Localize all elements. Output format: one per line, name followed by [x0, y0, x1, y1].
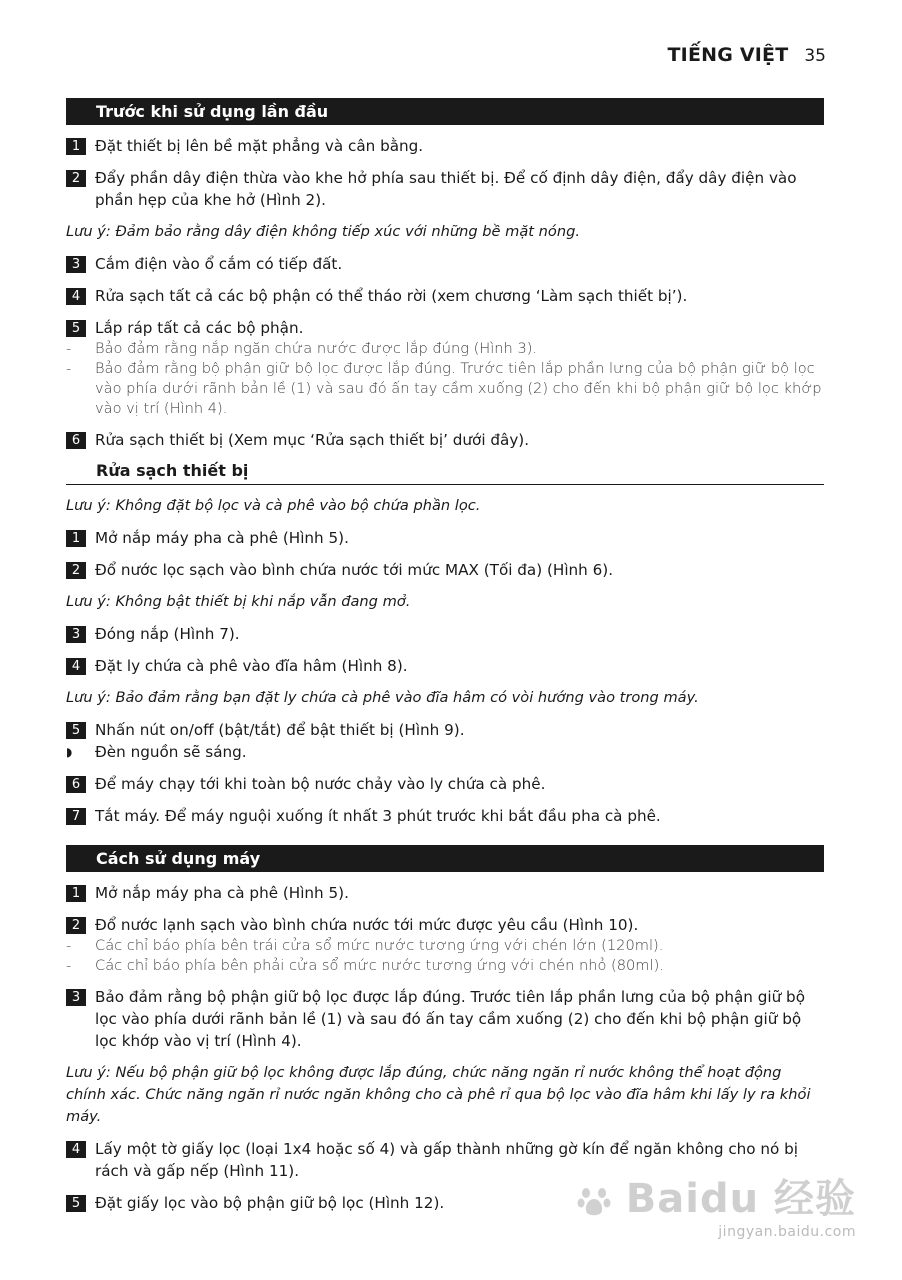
step-1	[66, 882, 824, 904]
step-3	[66, 253, 824, 275]
step-number: 6	[66, 776, 86, 793]
watermark-logo-text: Baidu 经验	[625, 1176, 856, 1222]
baidu-watermark	[577, 1167, 856, 1240]
note: Lưu ý: Không đặt bộ lọc và cà phê vào bộ chứa phần lọc.	[66, 497, 481, 514]
sub-item-text: Các chỉ báo phía bên trái cửa sổ mức nước tương ứng với chén lớn (120ml).	[95, 937, 664, 954]
step-text: Mở nắp máy pha cà phê (Hình 5).	[95, 529, 349, 547]
step-number: 7	[66, 808, 86, 825]
step-text: Đẩy phần dây điện thừa vào khe hở phía sau thiết bị. Để cố định dây điện, đẩy dây điện vào phần hẹp của khe hở (Hình 2).	[95, 169, 797, 209]
step-3	[66, 623, 824, 645]
step-text: Mở nắp máy pha cà phê (Hình 5).	[95, 884, 349, 902]
step-number: 1	[66, 885, 86, 902]
result-arrow-icon: ◗	[66, 745, 73, 759]
step-text: Đóng nắp (Hình 7).	[95, 625, 240, 643]
step-6	[66, 773, 824, 795]
sub-item	[66, 359, 824, 419]
step-1	[66, 527, 824, 549]
step-number: 2	[66, 562, 86, 579]
step-text: Rửa sạch tất cả các bộ phận có thể tháo rời (xem chương ‘Làm sạch thiết bị’).	[95, 287, 688, 305]
dash-mark: -	[66, 957, 72, 974]
note: Lưu ý: Nếu bộ phận giữ bộ lọc không được lắp đúng, chức năng ngăn rỉ nước không thể hoạt động chính xác. Chức năng ngăn rỉ nước ngăn không cho cà phê rỉ qua bộ lọc vào đĩa hâm khi lấy ly ra khỏi máy.	[66, 1064, 811, 1125]
step-text: Lấy một tờ giấy lọc (loại 1x4 hoặc số 4) và gấp thành những gờ kín để ngăn không cho nó bị rách và gấp nếp (Hình 11).	[95, 1140, 799, 1180]
step-number: 4	[66, 658, 86, 675]
step-number: 3	[66, 626, 86, 643]
step-text: Đặt giấy lọc vào bộ phận giữ bộ lọc (Hình 12).	[95, 1194, 445, 1212]
step-text: Tắt máy. Để máy nguội xuống ít nhất 3 phút trước khi bắt đầu pha cà phê.	[95, 807, 661, 825]
sub-item	[66, 339, 824, 359]
step-number: 1	[66, 530, 86, 547]
step-number: 3	[66, 256, 86, 273]
document-body	[66, 98, 824, 1214]
sub-item-text: Bảo đảm rằng bộ phận giữ bộ lọc được lắp đúng. Trước tiên lắp phần lưng của bộ phận giữ bộ lọc vào phía dưới rãnh bản lề (1) và sau đó ấn tay cầm xuống (2) cho đến khi bộ phận giữ bộ lọc khớp vào vị trí (Hình 4).	[95, 360, 822, 417]
step-text: Rửa sạch thiết bị (Xem mục ‘Rửa sạch thiết bị’ dưới đây).	[95, 431, 530, 449]
result-item	[66, 741, 824, 763]
step-6	[66, 429, 824, 451]
subsection-title-cleaning: Rửa sạch thiết bị	[66, 461, 824, 485]
section-title-first-use: Trước khi sử dụng lần đầu	[66, 98, 824, 125]
step-number: 4	[66, 288, 86, 305]
step-text: Để máy chạy tới khi toàn bộ nước chảy vào ly chứa cà phê.	[95, 775, 546, 793]
step-number: 2	[66, 170, 86, 187]
step-1	[66, 135, 824, 157]
step-text: Đặt ly chứa cà phê vào đĩa hâm (Hình 8).	[95, 657, 408, 675]
section-title-usage: Cách sử dụng máy	[66, 845, 824, 872]
step-number: 6	[66, 432, 86, 449]
page-header	[668, 44, 826, 66]
step-2	[66, 914, 824, 936]
step-text: Bảo đảm rằng bộ phận giữ bộ lọc được lắp đúng. Trước tiên lắp phần lưng của bộ phận giữ bộ lọc vào phía dưới rãnh bản lề (1) và sau đó ấn tay cầm xuống (2) cho đến khi bộ phận giữ bộ lọc khớp vào vị trí (Hình 4).	[95, 988, 805, 1050]
note: Lưu ý: Đảm bảo rằng dây điện không tiếp xúc với những bề mặt nóng.	[66, 223, 580, 240]
sub-item	[66, 936, 824, 956]
step-number: 3	[66, 989, 86, 1006]
step-number: 5	[66, 722, 86, 739]
step-4	[66, 285, 824, 307]
watermark-logo	[577, 1167, 856, 1224]
dash-mark: -	[66, 937, 72, 954]
step-number: 2	[66, 917, 86, 934]
dash-mark: -	[66, 340, 72, 357]
step-text: Đặt thiết bị lên bề mặt phẳng và cân bằng.	[95, 137, 424, 155]
step-text: Nhấn nút on/off (bật/tắt) để bật thiết bị (Hình 9).	[95, 721, 465, 739]
step-text: Cắm điện vào ổ cắm có tiếp đất.	[95, 255, 343, 273]
step-text: Đổ nước lọc sạch vào bình chứa nước tới mức MAX (Tối đa) (Hình 6).	[95, 561, 614, 579]
sub-item-text: Bảo đảm rằng nắp ngăn chứa nước được lắp đúng (Hình 3).	[95, 340, 538, 357]
watermark-url: jingyan.baidu.com	[718, 1224, 856, 1240]
step-number: 5	[66, 320, 86, 337]
step-4	[66, 655, 824, 677]
dash-mark: -	[66, 360, 72, 377]
step-2	[66, 167, 824, 211]
language-label: TIẾNG VIỆT	[667, 44, 789, 66]
step-5	[66, 317, 824, 339]
sub-item	[66, 956, 824, 976]
step-5	[66, 719, 824, 741]
page-number: 35	[804, 46, 826, 66]
step-number: 1	[66, 138, 86, 155]
note: Lưu ý: Không bật thiết bị khi nắp vẫn đang mở.	[66, 593, 411, 610]
step-number: 4	[66, 1141, 86, 1158]
sub-item-text: Các chỉ báo phía bên phải cửa sổ mức nước tương ứng với chén nhỏ (80ml).	[95, 957, 664, 974]
note: Lưu ý: Bảo đảm rằng bạn đặt ly chứa cà phê vào đĩa hâm có vòi hướng vào trong máy.	[66, 689, 699, 706]
step-text: Lắp ráp tất cả các bộ phận.	[95, 319, 304, 337]
step-3	[66, 986, 824, 1052]
paw-icon	[577, 1184, 611, 1218]
result-text: Đèn nguồn sẽ sáng.	[95, 743, 247, 761]
step-text: Đổ nước lạnh sạch vào bình chứa nước tới mức được yêu cầu (Hình 10).	[95, 916, 639, 934]
step-number: 5	[66, 1195, 86, 1212]
step-2	[66, 559, 824, 581]
step-7	[66, 805, 824, 827]
